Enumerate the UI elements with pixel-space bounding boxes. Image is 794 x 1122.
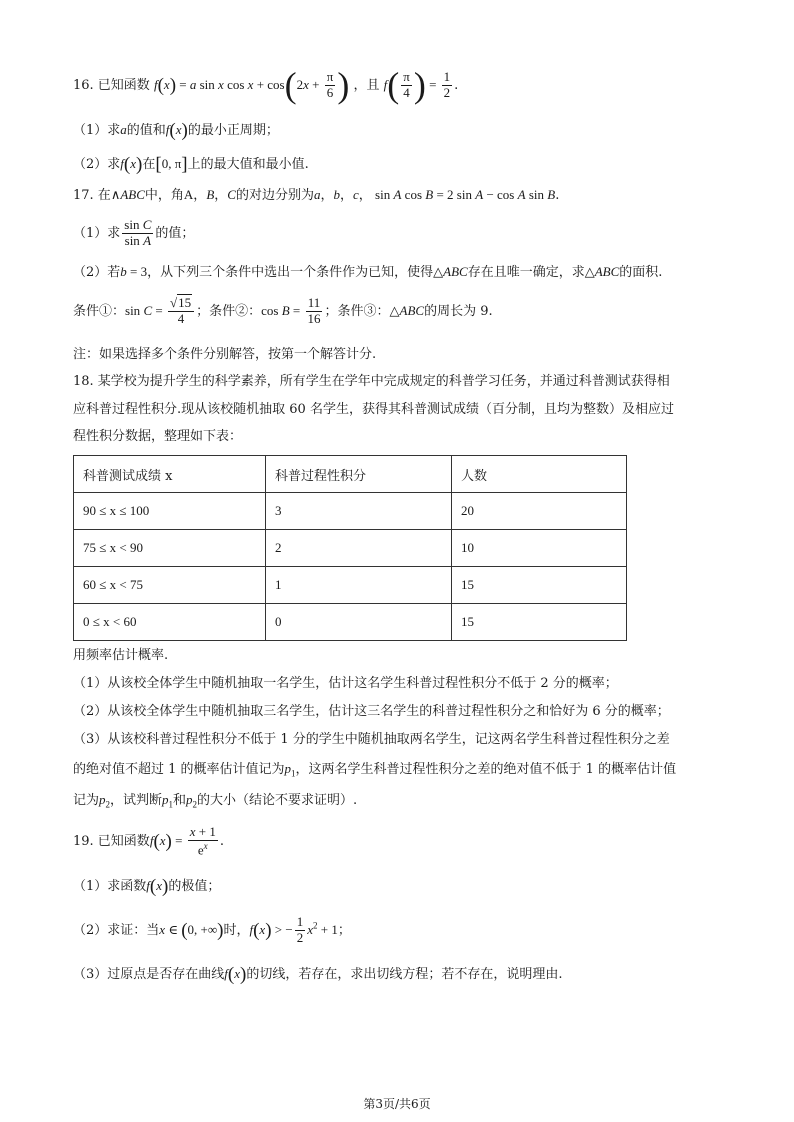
table-row <box>74 493 627 530</box>
table-cell-count: 10 <box>452 530 627 567</box>
table-cell-count: 15 <box>452 604 627 641</box>
q17-conditions: 条件①：sin C = $\frac{√15}{4}$ ；条件②：cos B = $\frac{11}{16}$ ；条件③：△ABC的周长为 9. <box>73 295 493 326</box>
table-cell-count: 15 <box>452 567 627 604</box>
q16-part1: （1）求a的值和f(x)的最小正周期； <box>73 120 279 141</box>
table-header-cell: 科普测试成绩 x <box>74 456 266 493</box>
q18-intro-line2: 应科普过程性积分.现从该校随机抽取 60 名学生，获得其科普测试成绩（百分制，且均为整数）及相应过 <box>73 402 674 417</box>
q16-part2: （2）求f(x)在[0, π]上的最大值和最小值. <box>73 154 309 175</box>
table-cell-points: 2 <box>266 530 452 567</box>
page-footer: 第3页/共6页 <box>363 1097 431 1111</box>
one-half-coef: $\frac{1}{2}$ <box>296 914 304 945</box>
q17-part1: （1）求 $\frac{\text{sin C}}{\text{sin A}}$ 的值； <box>73 217 195 248</box>
q18-part1: （1）从该校全体学生中随机抽取一名学生，估计这名学生科普过程性积分不低于 2 分的概率； <box>73 676 618 691</box>
sinC-over-sinA: $\frac{\text{sin C}}{\text{sin A}}$ <box>124 217 152 248</box>
sqrt15-over-4: $\frac{√15}{4}$ <box>168 296 194 327</box>
q18-part3-line2: 的绝对值不超过 1 的概率估计值记为$p_1$，这两名学生科普过程性积分之差的绝对值不低于 1 的概率估计值 <box>73 761 677 779</box>
pi-over-4: $\frac{\pi}{4}$ <box>403 69 410 100</box>
table-header-row <box>74 456 627 493</box>
q18-intro-line1: 18. 某学校为提升学生的科学素养，所有学生在学年中完成规定的科普学习任务，并通过科普测试获得相 <box>73 374 670 389</box>
q16-stem: 16. 已知函数 f(x) = a sin x cos x + cos(2x + $\frac{\pi}{6}$ ) ，且 f( $\frac{\pi}{4}$ ) = $\frac{1}{2}$ . <box>73 65 459 105</box>
table-header-cell: 人数 <box>452 456 627 493</box>
table-cell-points: 1 <box>266 567 452 604</box>
table-cell-points: 3 <box>266 493 452 530</box>
x-plus-1-over-ex: $\frac{x + 1}{e^x}$ <box>189 824 216 858</box>
table-cell-range: 0 ≤ x < 60 <box>74 604 266 641</box>
table-cell-range: 60 ≤ x < 75 <box>74 567 266 604</box>
q18-part3-line1: （3）从该校科普过程性积分不低于 1 分的学生中随机抽取两名学生，记这两名学生科普过程性积分之差 <box>73 732 670 747</box>
table-row <box>74 604 627 641</box>
q19-part1: （1）求函数f(x)的极值； <box>73 876 221 897</box>
eleven-over-sixteen: $\frac{11}{16}$ <box>307 295 321 326</box>
q17-part2: （2）若b = 3，从下列三个条件中选出一个条件作为已知，使得△ABC存在且唯一确定，求△ABC的面积. <box>73 264 663 280</box>
score-table <box>73 455 627 641</box>
q18-intro-line3: 程性积分数据，整理如下表： <box>73 429 243 444</box>
q17-note: 注：如果选择多个条件分别解答，按第一个解答计分. <box>73 347 377 362</box>
one-half: $\frac{1}{2}$ <box>443 69 451 100</box>
q19-part2: （2）求证：当x ∈ (0, +∞)时，f(x) > − $\frac{1}{2}$ $x^2 + 1$； <box>73 914 351 945</box>
q18-freq-note: 用频率估计概率. <box>73 648 169 663</box>
table-header-cell: 科普过程性积分 <box>266 456 452 493</box>
table-row <box>74 567 627 604</box>
pi-over-6: $\frac{\pi}{6}$ <box>326 69 334 100</box>
table-cell-range: 75 ≤ x < 90 <box>74 530 266 567</box>
table-row <box>74 530 627 567</box>
table-cell-points: 0 <box>266 604 452 641</box>
q18-part3-line3: 记为$p_2$，试判断$p_1$和$p_2$的大小（结论不要求证明）. <box>73 792 358 810</box>
q19-stem: 19. 已知函数f(x) = $\frac{x + 1}{e^x}$ . <box>73 824 224 858</box>
q18-part2: （2）从该校全体学生中随机抽取三名学生，估计这三名学生的科普过程性积分之和恰好为 6 分的概率； <box>73 704 670 719</box>
table-cell-range: 90 ≤ x ≤ 100 <box>74 493 266 530</box>
q17-stem: 17. 在∧ABC中，角A，B，C的对边分别为a，b，c， sin A cos B = 2 sin A − cos A sin B. <box>73 187 560 203</box>
table-cell-count: 20 <box>452 493 627 530</box>
q19-part3: （3）过原点是否存在曲线f(x)的切线，若存在，求出切线方程；若不存在，说明理由. <box>73 964 563 985</box>
